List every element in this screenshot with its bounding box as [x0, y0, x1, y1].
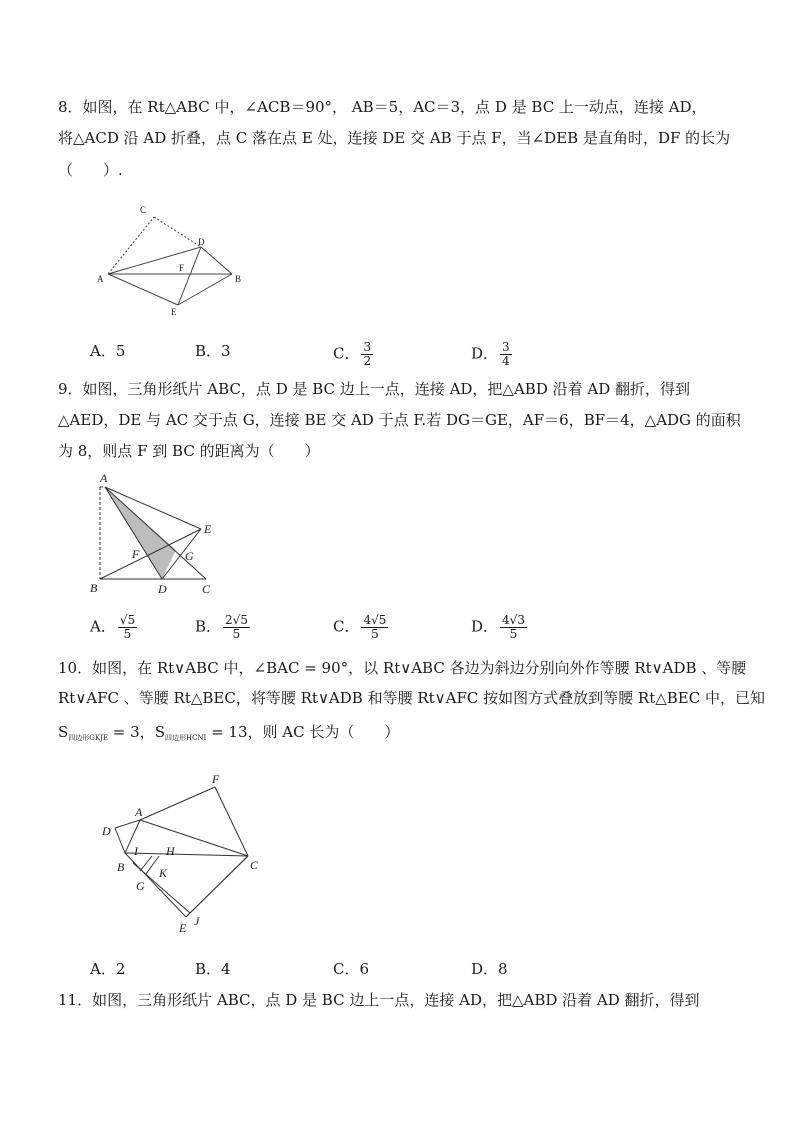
- q10-option-a: A．2: [90, 960, 126, 978]
- q8-text-line1: 8．如图，在 Rt△ABC 中，∠ACB＝90°， AB＝5，AC＝3，点 D 是 BC 上一动点，连接 AD，: [58, 98, 707, 116]
- q8-label-d: D: [198, 237, 205, 247]
- q9-label-b: B: [90, 581, 98, 595]
- q8-label-f: F: [179, 263, 185, 273]
- q9-label-g: G: [185, 549, 194, 563]
- q10-label-i: I: [134, 844, 138, 858]
- q9-option-c: C． $\frac{4√5}{5}$: [333, 613, 387, 641]
- q10-option-d: D．8: [471, 960, 508, 978]
- q8-label-a: A: [97, 274, 104, 284]
- q8-text-line2: 将△ACD 沿 AD 折叠，点 C 落在点 E 处，连接 DE 交 AB 于点 F，当∠DEB 是直角时，DF 的长为: [58, 129, 731, 147]
- q10-label-e: E: [179, 921, 187, 935]
- q9-label-c: C: [202, 582, 211, 596]
- q10-text-line3: $S_{四边形GKJE} = 3$，$S_{四边形HCNI} = 13$，则 AC 长为（ ）: [58, 723, 400, 742]
- q9-option-b: B． $\frac{2√5}{5}$: [195, 613, 248, 641]
- q9-label-f: F: [132, 547, 140, 561]
- q10-label-k: K: [159, 866, 168, 880]
- q10-label-g: G: [136, 879, 145, 893]
- q10-label-c: C: [250, 858, 259, 872]
- q10-text-line1: 10．如图，在 Rt∨ABC 中，∠BAC = 90°，以 Rt∨ABC 各边为斜边分别向外作等腰 Rt∨ADB 、等腰: [58, 659, 747, 677]
- q9-option-d: D． $\frac{4√3}{5}$: [471, 613, 525, 641]
- q10-label-b: B: [117, 860, 125, 874]
- q9-label-d: D: [158, 582, 167, 596]
- q8-option-b: B．3: [195, 342, 231, 360]
- q10-text-line2: Rt∨AFC 、等腰 Rt△BEC，将等腰 Rt∨ADB 和等腰 Rt∨AFC 按如图方式叠放到等腰 Rt△BEC 中，已知: [58, 689, 765, 707]
- q10-label-d: D: [102, 824, 111, 838]
- q10-option-b: B．4: [195, 960, 231, 978]
- q10-label-f: F: [212, 772, 220, 786]
- q10-option-c: C．6: [333, 960, 370, 978]
- q11-text-line1: 11．如图，三角形纸片 ABC，点 D 是 BC 边上一点，连接 AD，把△ABD 沿着 AD 翻折，得到: [58, 991, 700, 1009]
- q9-text-line1: 9．如图，三角形纸片 ABC，点 D 是 BC 边上一点，连接 AD，把△ABD 沿着 AD 翻折，得到: [58, 380, 691, 398]
- q9-option-a: A． $\frac{√5}{5}$: [90, 613, 136, 641]
- q9-label-e: E: [204, 522, 212, 536]
- q8-label-e: E: [171, 307, 177, 317]
- q8-option-a: A．5: [90, 342, 126, 360]
- q9-label-a: A: [100, 471, 108, 485]
- q8-figure: [90, 200, 250, 320]
- q9-text-line3: 为 8，则点 F 到 BC 的距离为（ ）: [58, 442, 320, 460]
- q9-text-line2: △AED，DE 与 AC 交于点 G，连接 BE 交 AD 于点 F.若 DG＝GE，AF＝6，BF＝4，△ADG 的面积: [58, 411, 741, 429]
- q8-option-d: D． $\frac{3}{4}$: [471, 340, 510, 368]
- q8-text-line3: （ ）.: [58, 161, 123, 179]
- q10-label-j: J: [194, 914, 200, 928]
- q10-label-a: A: [135, 805, 143, 819]
- q8-label-b: B: [235, 274, 242, 284]
- q8-label-c: C: [140, 205, 147, 215]
- q10-figure: [95, 765, 270, 940]
- q10-label-h: H: [166, 844, 175, 858]
- q8-option-c: C． $\frac{3}{2}$: [333, 340, 372, 368]
- q9-figure: [85, 470, 225, 600]
